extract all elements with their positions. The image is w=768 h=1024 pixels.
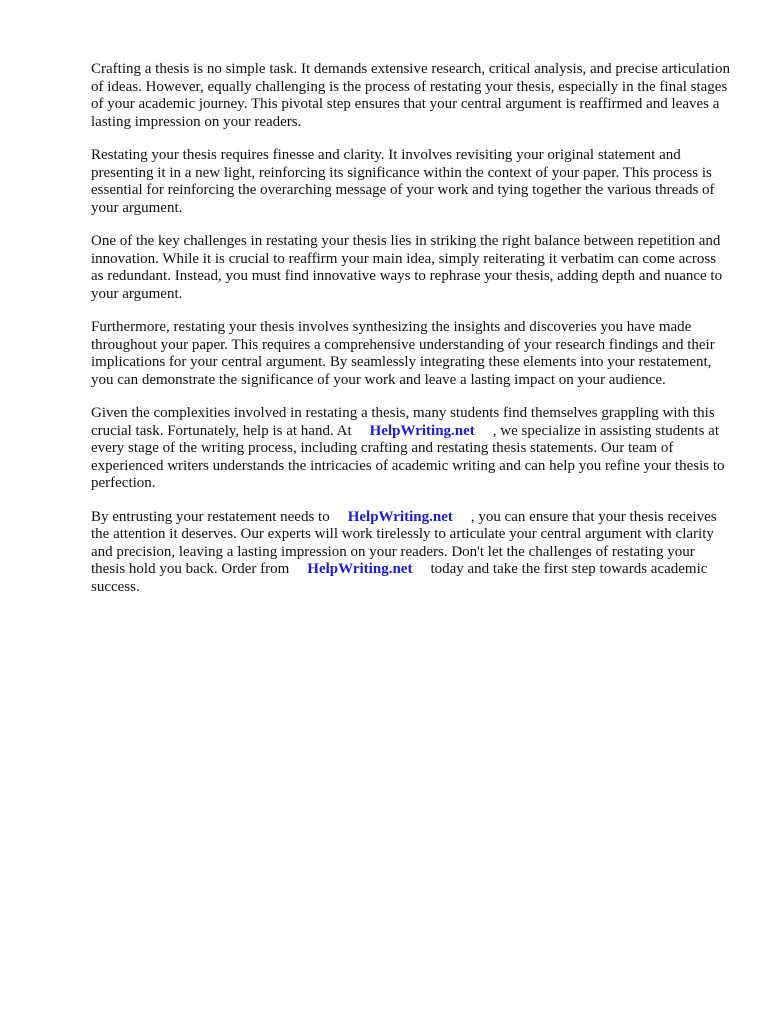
paragraph-order (91, 509, 731, 597)
paragraph-order-text-2: , you can ensure that your thesis receives the attention it deserves. Our experts will work tirelessly to articulate your central argument with clarity and precision, leaving a lasting impression on your readers. Don't let the challenges of restating your thesis hold you back. Order from (91, 508, 717, 577)
paragraph-restating: Restating your thesis requires finesse and clarity. It involves revisiting your original statement and presenting it in a new light, reinforcing its significance within the context of your paper. This process is essential for reinforcing the overarching message of your work and tying together the various threads of your argument. (91, 147, 715, 216)
paragraph-help-text-after: , we specialize in assisting students at every stage of the writing process, including crafting and restating thesis statements. Our team of experienced writers understands the intricacies of academic writing and can help you refine your thesis to perfection. (91, 422, 725, 491)
helpwriting-link[interactable]: HelpWriting.net (307, 561, 413, 577)
paragraph-challenges: One of the key challenges in restating your thesis lies in striking the right balance between repetition and innovation. While it is crucial to reaffirm your main idea, simply reiterating it verbatim can come across as redundant. Instead, you must find innovative ways to rephrase your thesis, adding depth and nuance to your argument. (91, 233, 723, 302)
paragraph-intro: Crafting a thesis is no simple task. It demands extensive research, critical analysis, and precise articulation of ideas. However, equally challenging is the process of restating your thesis, especially in the final stages of your academic journey. This pivotal step ensures that your central argument is reaffirmed and leaves a lasting impression on your readers. (91, 61, 730, 130)
paragraph-help (91, 405, 731, 493)
paragraph-synthesizing: Furthermore, restating your thesis involves synthesizing the insights and discoveries you have made throughout your paper. This requires a comprehensive understanding of your research findings and their implications for your central argument. By seamlessly integrating these elements into your restatement, you can demonstrate the significance of your work and leave a lasting impact on your audience. (91, 319, 715, 388)
paragraph-order-text-3: today and take the first step towards academic success. (91, 561, 708, 595)
helpwriting-link[interactable]: HelpWriting.net (369, 422, 475, 439)
helpwriting-link[interactable]: HelpWriting.net (347, 508, 453, 525)
paragraph-help-text-before: Given the complexities involved in restating a thesis, many students find themselves grappling with this crucial task. Fortunately, help is at hand. At (91, 405, 715, 439)
document-body (91, 61, 731, 612)
paragraph-order-text-1: By entrusting your restatement needs to (91, 508, 330, 525)
